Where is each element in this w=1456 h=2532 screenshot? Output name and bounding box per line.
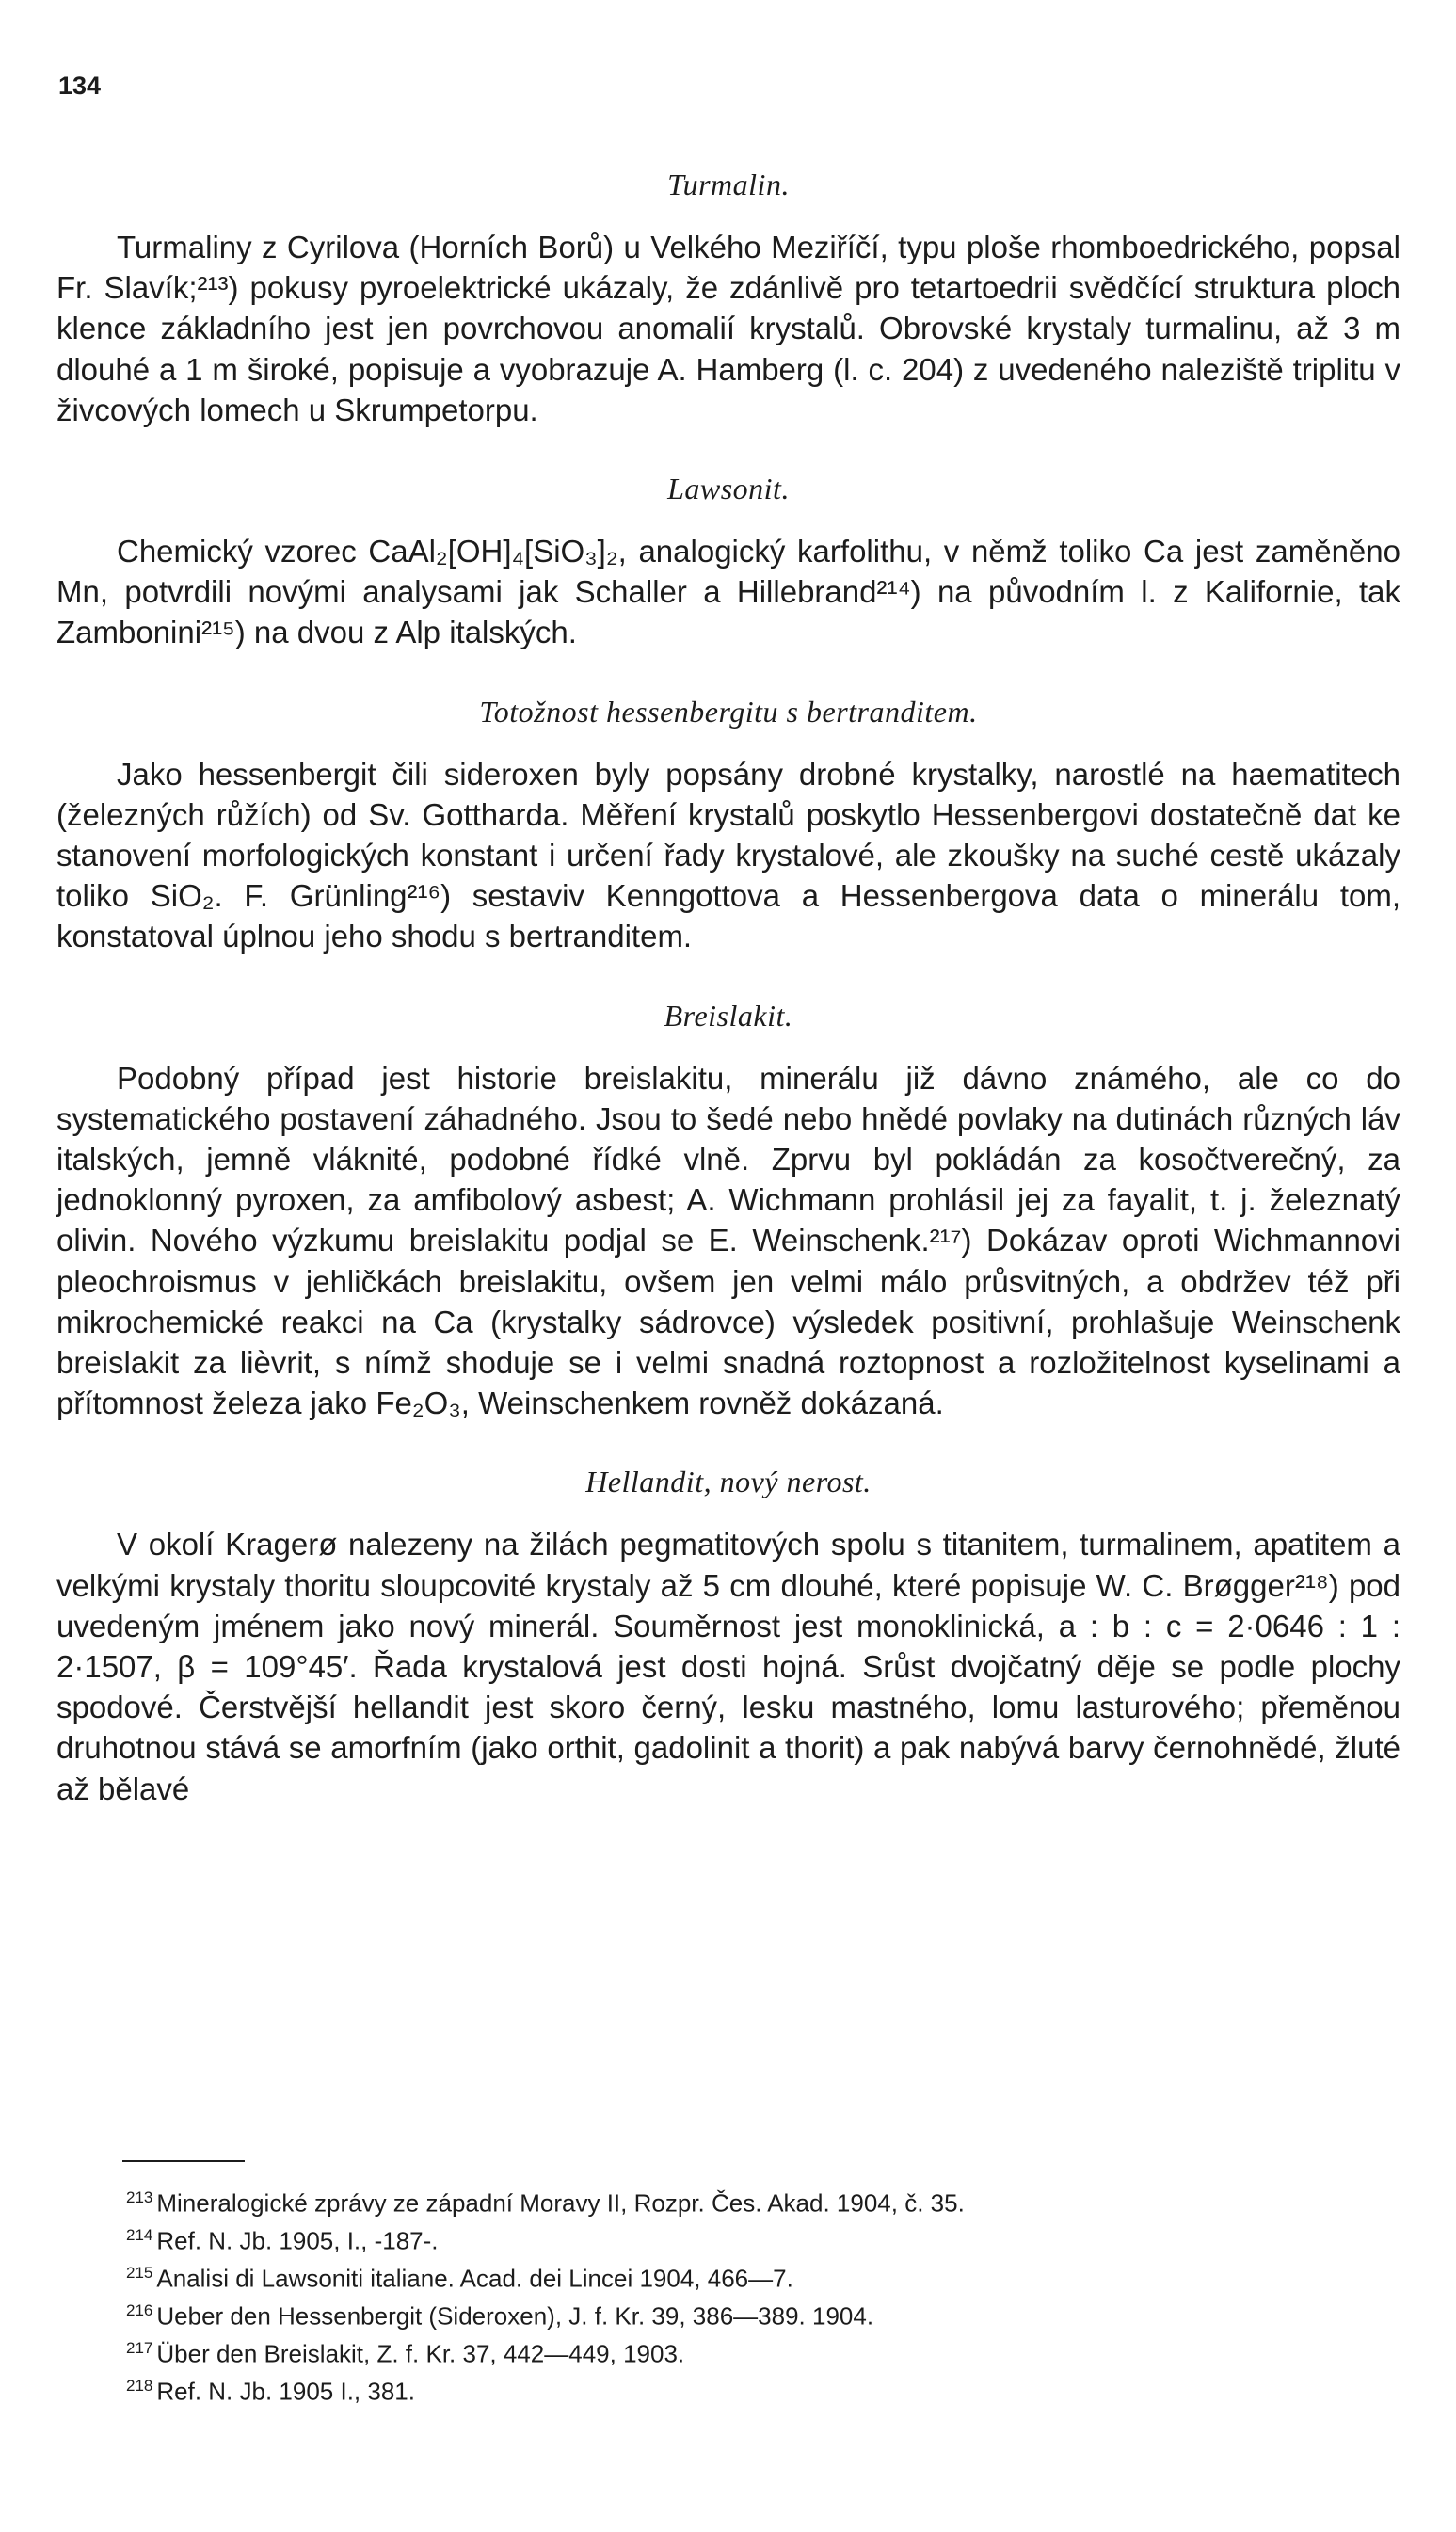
footnote-mark: 217 — [126, 2338, 153, 2357]
footnote-mark: 218 — [126, 2376, 153, 2395]
section-hessenbergit — [56, 695, 1400, 957]
page-number: 134 — [58, 72, 102, 100]
footnote-mark: 213 — [126, 2188, 153, 2206]
section-lawsonit — [56, 472, 1400, 653]
footnote-text: Analisi di Lawsoniti italiane. Acad. dei Lincei 1904, 466—7. — [156, 2264, 793, 2293]
footnote-mark: 215 — [126, 2263, 153, 2282]
paragraph: Turmaliny z Cyrilova (Horních Borů) u Velkého Meziříčí, typu ploše rhomboedrického, popsal Fr. Slavík;²¹³) pokusy pyroelektrické ukázaly, že zdánlivě pro tetartoedrii svědčící struktura ploch klence základního jest jen povrchovou anomalií krystalů. Obrovské krystaly turmalinu, až 3 m dlouhé a 1 m široké, popisuje a vyobrazuje A. Hamberg (l. c. 204) z uvedeného naleziště triplitu v živcových lomech u Skrumpetorpu. — [56, 230, 1400, 427]
section-turmalin — [56, 168, 1400, 430]
footnote-215 — [126, 2257, 1406, 2295]
paragraph: Podobný případ jest historie breislakitu, minerálu již dávno známého, ale co do systematického postavení záhadného. Jsou to šedé nebo hnědé povlaky na dutinách různých láv italských, jemně vláknité, podobné řídké vlně. Zprvu byl pokládán za kosočtverečný, za jednoklonný pyroxen, za amfibolový asbest; A. Wichmann prohlásil jej za fayalit, t. j. železnatý olivin. Nového výzkumu breislakitu podjal se E. Weinschenk.²¹⁷) Dokázav oproti Wichmannovi pleochroismus v jehličkách breislakitu, ovšem jen velmi málo průsvitných, a obdržev též při mikrochemické reakci na Ca (krystalky sádrovce) výsledek positivní, prohlašuje Weinschenk breislakit za lièvrit, s nímž shoduje se i velmi snadná roztopnost a rozložitelnost kyselinami a přítomnost železa jako Fe₂O₃, Weinschenkem rovněž dokázaná. — [56, 1060, 1400, 1421]
page-body — [56, 168, 1400, 1851]
footnote-text: Über den Breislakit, Z. f. Kr. 37, 442—449, 1903. — [156, 2339, 685, 2368]
footnote-text: Mineralogické zprávy ze západní Moravy II, Rozpr. Čes. Akad. 1904, č. 35. — [156, 2188, 965, 2218]
section-hellandit — [56, 1465, 1400, 1808]
section-heading: Totožnost hessenbergitu s bertranditem. — [479, 694, 978, 729]
footnote-text: Ueber den Hessenbergit (Sideroxen), J. f. Kr. 39, 386—389. 1904. — [156, 2301, 874, 2331]
footnote-214 — [126, 2220, 1406, 2257]
footnote-mark: 216 — [126, 2300, 153, 2319]
footnote-216 — [126, 2295, 1406, 2332]
paragraph: Jako hessenbergit čili sideroxen byly popsány drobné krystalky, narostlé na haematitech (železných růžích) od Sv. Gottharda. Měření krystalů poskytlo Hessenbergovi dostatečně dat ke stanovení morfologických konstant i určení řady krystalové, ale zkoušky na suché cestě ukázaly toliko SiO₂. F. Grünling²¹⁶) sestaviv Kenngottova a Hessenbergova data o minerálu tom, konstatoval úplnou jeho shodu s bertranditem. — [56, 756, 1400, 954]
section-breislakit — [56, 999, 1400, 1424]
section-heading: Breislakit. — [664, 998, 793, 1033]
footnote-218 — [126, 2370, 1406, 2408]
footnote-213 — [126, 2182, 1406, 2220]
footnote-text: Ref. N. Jb. 1905, I., -187-. — [156, 2226, 439, 2255]
footnote-mark: 214 — [126, 2225, 153, 2244]
section-heading: Lawsonit. — [667, 472, 790, 506]
section-heading: Turmalin. — [667, 168, 790, 201]
section-heading: Hellandit, nový nerost. — [585, 1465, 872, 1499]
paragraph: V okolí Kragerø nalezeny na žilách pegmatitových spolu s titanitem, turmalinem, apatitem a velkými krystaly thoritu sloupcovité krystaly až 5 cm dlouhé, které popisuje W. C. Brøgger²¹⁸) pod uvedeným jménem jako nový minerál. Souměrnost jest monoklinická, a : b : c = 2·0646 : 1 : 2·1507, β = 109°45′. Řada krystalová jest dosti hojná. Srůst dvojčatný děje se podle plochy spodové. Čerstvější hellandit jest skoro černý, lesku mastného, lomu lasturového; přeměnou druhotnou stává se amorfním (jako orthit, gadolinit a thorit) a pak nabývá barvy černohnědé, žluté až bělavé — [56, 1527, 1400, 1806]
footnote-divider — [122, 2160, 245, 2162]
footnotes — [126, 2182, 1406, 2408]
footnote-217 — [126, 2332, 1406, 2370]
paragraph: Chemický vzorec CaAl₂[OH]₄[SiO₃]₂, analogický karfolithu, v němž toliko Ca jest zaměněno Mn, potvrdili novými analysami jak Schaller a Hillebrand²¹⁴) na původním l. z Kalifornie, tak Zambonini²¹⁵) na dvou z Alp italských. — [56, 534, 1400, 650]
footnote-text: Ref. N. Jb. 1905 I., 381. — [156, 2377, 415, 2406]
